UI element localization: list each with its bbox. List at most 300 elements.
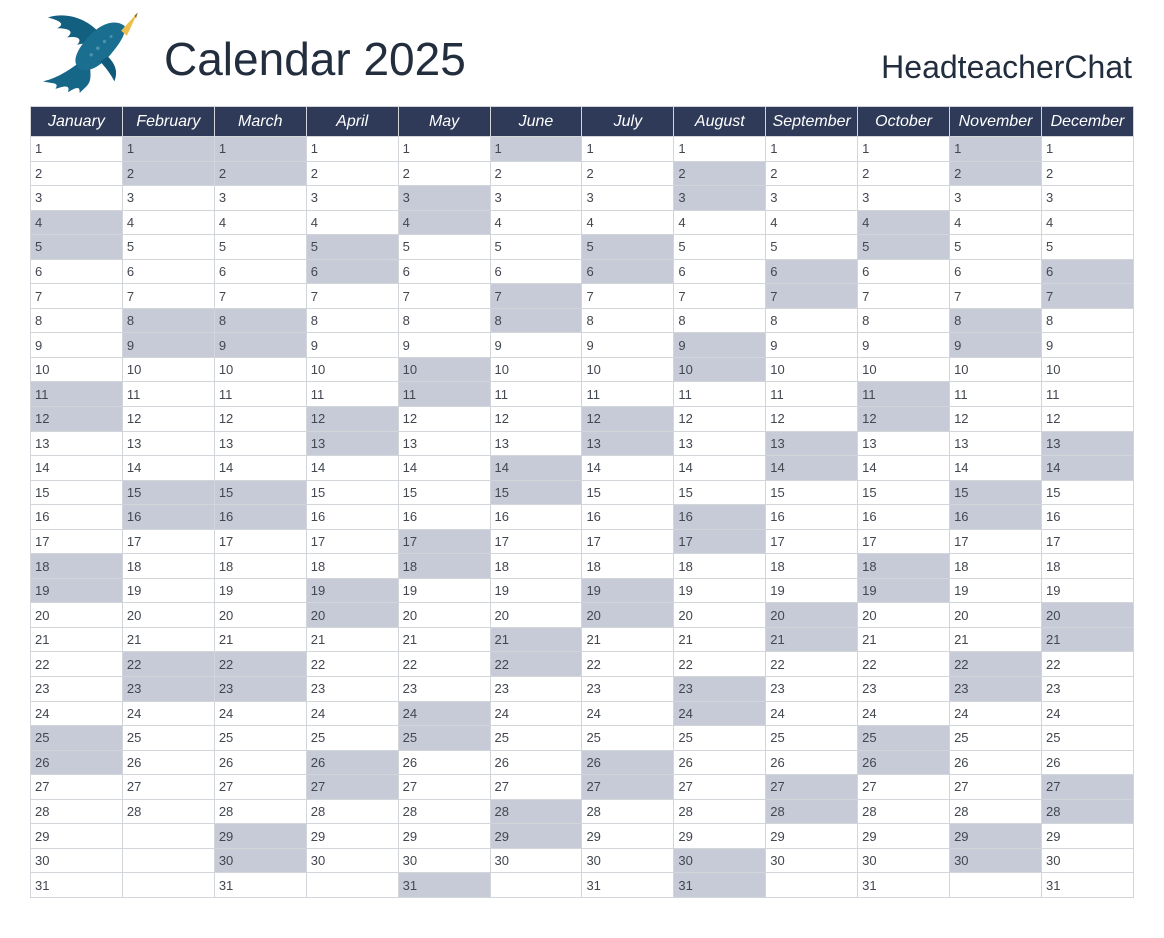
- day-cell-march-6: 6: [214, 259, 306, 284]
- day-cell-september-7: 7: [766, 284, 858, 309]
- day-row-26: [31, 750, 1134, 775]
- day-cell-may-31: 31: [398, 873, 490, 898]
- day-cell-april-28: 28: [306, 799, 398, 824]
- day-cell-may-27: 27: [398, 775, 490, 800]
- day-cell-july-26: 26: [582, 750, 674, 775]
- day-cell-december-18: 18: [1041, 554, 1133, 579]
- day-cell-january-8: 8: [31, 308, 123, 333]
- day-cell-july-30: 30: [582, 848, 674, 873]
- day-cell-march-11: 11: [214, 382, 306, 407]
- day-cell-june-29: 29: [490, 824, 582, 849]
- day-cell-march-26: 26: [214, 750, 306, 775]
- day-cell-june-3: 3: [490, 186, 582, 211]
- day-cell-january-22: 22: [31, 652, 123, 677]
- day-cell-october-3: 3: [858, 186, 950, 211]
- day-cell-june-18: 18: [490, 554, 582, 579]
- day-cell-may-25: 25: [398, 726, 490, 751]
- page-title: Calendar 2025: [164, 33, 466, 85]
- day-cell-november-5: 5: [950, 235, 1042, 260]
- day-cell-june-23: 23: [490, 677, 582, 702]
- day-cell-october-23: 23: [858, 677, 950, 702]
- day-row-21: [31, 627, 1134, 652]
- day-cell-january-19: 19: [31, 578, 123, 603]
- day-cell-january-9: 9: [31, 333, 123, 358]
- day-cell-september-29: 29: [766, 824, 858, 849]
- day-cell-march-22: 22: [214, 652, 306, 677]
- day-cell-january-16: 16: [31, 505, 123, 530]
- day-cell-april-29: 29: [306, 824, 398, 849]
- day-cell-july-11: 11: [582, 382, 674, 407]
- day-cell-may-14: 14: [398, 456, 490, 481]
- day-cell-march-12: 12: [214, 407, 306, 432]
- day-cell-march-14: 14: [214, 456, 306, 481]
- day-cell-august-31: 31: [674, 873, 766, 898]
- month-header-april: April: [306, 107, 398, 137]
- day-cell-june-11: 11: [490, 382, 582, 407]
- day-cell-august-10: 10: [674, 357, 766, 382]
- day-cell-may-8: 8: [398, 308, 490, 333]
- day-cell-november-14: 14: [950, 456, 1042, 481]
- day-cell-february-11: 11: [122, 382, 214, 407]
- empty-cell-june-31: [490, 873, 582, 898]
- day-cell-may-20: 20: [398, 603, 490, 628]
- day-cell-january-21: 21: [31, 627, 123, 652]
- day-cell-september-30: 30: [766, 848, 858, 873]
- day-cell-june-20: 20: [490, 603, 582, 628]
- day-cell-december-2: 2: [1041, 161, 1133, 186]
- day-cell-november-29: 29: [950, 824, 1042, 849]
- day-cell-august-5: 5: [674, 235, 766, 260]
- day-cell-february-26: 26: [122, 750, 214, 775]
- day-row-17: [31, 529, 1134, 554]
- day-cell-september-22: 22: [766, 652, 858, 677]
- day-cell-march-16: 16: [214, 505, 306, 530]
- day-cell-september-19: 19: [766, 578, 858, 603]
- day-cell-february-4: 4: [122, 210, 214, 235]
- day-cell-june-16: 16: [490, 505, 582, 530]
- day-cell-october-10: 10: [858, 357, 950, 382]
- day-cell-december-6: 6: [1041, 259, 1133, 284]
- day-cell-august-27: 27: [674, 775, 766, 800]
- day-cell-february-16: 16: [122, 505, 214, 530]
- day-cell-august-11: 11: [674, 382, 766, 407]
- day-cell-october-30: 30: [858, 848, 950, 873]
- day-cell-january-17: 17: [31, 529, 123, 554]
- page-header: [0, 0, 1164, 106]
- day-cell-april-15: 15: [306, 480, 398, 505]
- day-cell-november-2: 2: [950, 161, 1042, 186]
- day-cell-october-29: 29: [858, 824, 950, 849]
- day-cell-october-5: 5: [858, 235, 950, 260]
- day-cell-june-1: 1: [490, 137, 582, 162]
- day-cell-february-10: 10: [122, 357, 214, 382]
- day-cell-july-4: 4: [582, 210, 674, 235]
- day-cell-december-8: 8: [1041, 308, 1133, 333]
- day-row-15: [31, 480, 1134, 505]
- day-cell-november-8: 8: [950, 308, 1042, 333]
- day-cell-april-12: 12: [306, 407, 398, 432]
- day-cell-december-3: 3: [1041, 186, 1133, 211]
- day-cell-december-23: 23: [1041, 677, 1133, 702]
- day-cell-october-9: 9: [858, 333, 950, 358]
- day-cell-february-21: 21: [122, 627, 214, 652]
- day-cell-march-2: 2: [214, 161, 306, 186]
- day-cell-august-3: 3: [674, 186, 766, 211]
- day-cell-november-10: 10: [950, 357, 1042, 382]
- day-cell-november-23: 23: [950, 677, 1042, 702]
- day-cell-february-17: 17: [122, 529, 214, 554]
- day-cell-april-17: 17: [306, 529, 398, 554]
- day-cell-november-1: 1: [950, 137, 1042, 162]
- day-cell-august-6: 6: [674, 259, 766, 284]
- day-cell-october-27: 27: [858, 775, 950, 800]
- day-cell-september-8: 8: [766, 308, 858, 333]
- day-cell-june-10: 10: [490, 357, 582, 382]
- day-cell-february-23: 23: [122, 677, 214, 702]
- day-cell-july-7: 7: [582, 284, 674, 309]
- day-cell-march-29: 29: [214, 824, 306, 849]
- day-cell-august-20: 20: [674, 603, 766, 628]
- day-cell-october-1: 1: [858, 137, 950, 162]
- day-cell-june-15: 15: [490, 480, 582, 505]
- day-cell-december-24: 24: [1041, 701, 1133, 726]
- day-cell-december-12: 12: [1041, 407, 1133, 432]
- day-cell-november-6: 6: [950, 259, 1042, 284]
- day-cell-june-25: 25: [490, 726, 582, 751]
- day-cell-february-2: 2: [122, 161, 214, 186]
- day-cell-august-12: 12: [674, 407, 766, 432]
- day-cell-july-20: 20: [582, 603, 674, 628]
- day-cell-january-30: 30: [31, 848, 123, 873]
- day-cell-january-1: 1: [31, 137, 123, 162]
- day-cell-december-25: 25: [1041, 726, 1133, 751]
- day-cell-november-15: 15: [950, 480, 1042, 505]
- day-cell-may-21: 21: [398, 627, 490, 652]
- day-cell-march-24: 24: [214, 701, 306, 726]
- day-row-11: [31, 382, 1134, 407]
- day-row-27: [31, 775, 1134, 800]
- day-cell-february-22: 22: [122, 652, 214, 677]
- day-cell-february-15: 15: [122, 480, 214, 505]
- day-cell-december-30: 30: [1041, 848, 1133, 873]
- day-cell-november-24: 24: [950, 701, 1042, 726]
- month-header-may: May: [398, 107, 490, 137]
- day-cell-october-14: 14: [858, 456, 950, 481]
- month-header-row: [31, 107, 1134, 137]
- day-cell-april-8: 8: [306, 308, 398, 333]
- day-cell-september-6: 6: [766, 259, 858, 284]
- brand-name: HeadteacherChat: [881, 49, 1132, 85]
- day-row-2: [31, 161, 1134, 186]
- day-cell-november-17: 17: [950, 529, 1042, 554]
- day-row-31: [31, 873, 1134, 898]
- day-row-1: [31, 137, 1134, 162]
- day-cell-october-16: 16: [858, 505, 950, 530]
- day-cell-july-17: 17: [582, 529, 674, 554]
- day-cell-september-20: 20: [766, 603, 858, 628]
- day-cell-march-19: 19: [214, 578, 306, 603]
- day-cell-january-7: 7: [31, 284, 123, 309]
- day-cell-september-3: 3: [766, 186, 858, 211]
- day-cell-november-7: 7: [950, 284, 1042, 309]
- day-cell-july-12: 12: [582, 407, 674, 432]
- day-cell-april-16: 16: [306, 505, 398, 530]
- day-cell-january-4: 4: [31, 210, 123, 235]
- day-cell-may-5: 5: [398, 235, 490, 260]
- day-cell-february-6: 6: [122, 259, 214, 284]
- day-cell-november-18: 18: [950, 554, 1042, 579]
- day-cell-december-29: 29: [1041, 824, 1133, 849]
- day-row-16: [31, 505, 1134, 530]
- day-cell-february-1: 1: [122, 137, 214, 162]
- day-cell-may-12: 12: [398, 407, 490, 432]
- day-cell-june-22: 22: [490, 652, 582, 677]
- day-cell-december-20: 20: [1041, 603, 1133, 628]
- month-header-june: June: [490, 107, 582, 137]
- day-cell-august-2: 2: [674, 161, 766, 186]
- day-cell-january-10: 10: [31, 357, 123, 382]
- day-cell-july-15: 15: [582, 480, 674, 505]
- day-cell-october-13: 13: [858, 431, 950, 456]
- day-cell-may-9: 9: [398, 333, 490, 358]
- day-row-8: [31, 308, 1134, 333]
- day-cell-january-2: 2: [31, 161, 123, 186]
- day-cell-july-29: 29: [582, 824, 674, 849]
- day-row-22: [31, 652, 1134, 677]
- day-cell-april-9: 9: [306, 333, 398, 358]
- day-cell-august-24: 24: [674, 701, 766, 726]
- day-cell-november-27: 27: [950, 775, 1042, 800]
- day-cell-june-14: 14: [490, 456, 582, 481]
- day-cell-december-27: 27: [1041, 775, 1133, 800]
- day-cell-august-8: 8: [674, 308, 766, 333]
- day-row-12: [31, 407, 1134, 432]
- day-cell-november-30: 30: [950, 848, 1042, 873]
- day-cell-december-13: 13: [1041, 431, 1133, 456]
- day-cell-january-3: 3: [31, 186, 123, 211]
- day-cell-november-13: 13: [950, 431, 1042, 456]
- day-cell-august-28: 28: [674, 799, 766, 824]
- day-cell-september-2: 2: [766, 161, 858, 186]
- day-cell-january-6: 6: [31, 259, 123, 284]
- day-cell-september-10: 10: [766, 357, 858, 382]
- day-cell-may-11: 11: [398, 382, 490, 407]
- month-header-september: September: [766, 107, 858, 137]
- month-header-december: December: [1041, 107, 1133, 137]
- day-cell-june-12: 12: [490, 407, 582, 432]
- day-cell-june-13: 13: [490, 431, 582, 456]
- day-cell-april-3: 3: [306, 186, 398, 211]
- day-cell-december-26: 26: [1041, 750, 1133, 775]
- day-cell-may-7: 7: [398, 284, 490, 309]
- day-cell-january-25: 25: [31, 726, 123, 751]
- day-cell-june-7: 7: [490, 284, 582, 309]
- day-cell-september-13: 13: [766, 431, 858, 456]
- day-row-20: [31, 603, 1134, 628]
- day-cell-october-25: 25: [858, 726, 950, 751]
- day-cell-march-4: 4: [214, 210, 306, 235]
- day-cell-january-13: 13: [31, 431, 123, 456]
- day-cell-september-11: 11: [766, 382, 858, 407]
- day-cell-april-6: 6: [306, 259, 398, 284]
- day-cell-august-22: 22: [674, 652, 766, 677]
- day-cell-september-14: 14: [766, 456, 858, 481]
- day-cell-march-15: 15: [214, 480, 306, 505]
- day-cell-october-22: 22: [858, 652, 950, 677]
- day-cell-august-23: 23: [674, 677, 766, 702]
- day-cell-may-23: 23: [398, 677, 490, 702]
- day-cell-october-7: 7: [858, 284, 950, 309]
- month-header-july: July: [582, 107, 674, 137]
- empty-cell-september-31: [766, 873, 858, 898]
- month-header-october: October: [858, 107, 950, 137]
- day-cell-june-5: 5: [490, 235, 582, 260]
- month-header-january: January: [31, 107, 123, 137]
- day-cell-february-28: 28: [122, 799, 214, 824]
- day-cell-june-19: 19: [490, 578, 582, 603]
- day-cell-september-5: 5: [766, 235, 858, 260]
- day-cell-february-12: 12: [122, 407, 214, 432]
- day-cell-june-30: 30: [490, 848, 582, 873]
- day-cell-december-22: 22: [1041, 652, 1133, 677]
- day-cell-september-17: 17: [766, 529, 858, 554]
- day-cell-november-22: 22: [950, 652, 1042, 677]
- day-cell-october-31: 31: [858, 873, 950, 898]
- day-cell-april-11: 11: [306, 382, 398, 407]
- day-cell-may-28: 28: [398, 799, 490, 824]
- day-cell-september-12: 12: [766, 407, 858, 432]
- day-cell-july-21: 21: [582, 627, 674, 652]
- day-cell-november-11: 11: [950, 382, 1042, 407]
- day-cell-july-24: 24: [582, 701, 674, 726]
- day-row-23: [31, 677, 1134, 702]
- day-cell-september-15: 15: [766, 480, 858, 505]
- day-cell-july-13: 13: [582, 431, 674, 456]
- day-cell-november-16: 16: [950, 505, 1042, 530]
- day-cell-july-9: 9: [582, 333, 674, 358]
- day-cell-december-10: 10: [1041, 357, 1133, 382]
- day-row-30: [31, 848, 1134, 873]
- day-cell-october-19: 19: [858, 578, 950, 603]
- empty-cell-february-29: [122, 824, 214, 849]
- day-row-10: [31, 357, 1134, 382]
- day-cell-july-5: 5: [582, 235, 674, 260]
- day-row-29: [31, 824, 1134, 849]
- day-cell-january-5: 5: [31, 235, 123, 260]
- day-cell-april-10: 10: [306, 357, 398, 382]
- day-cell-june-27: 27: [490, 775, 582, 800]
- day-cell-october-18: 18: [858, 554, 950, 579]
- empty-cell-november-31: [950, 873, 1042, 898]
- day-cell-march-3: 3: [214, 186, 306, 211]
- day-cell-june-6: 6: [490, 259, 582, 284]
- day-cell-april-26: 26: [306, 750, 398, 775]
- day-cell-december-9: 9: [1041, 333, 1133, 358]
- day-cell-september-27: 27: [766, 775, 858, 800]
- day-cell-october-15: 15: [858, 480, 950, 505]
- day-cell-december-21: 21: [1041, 627, 1133, 652]
- day-cell-december-5: 5: [1041, 235, 1133, 260]
- day-cell-april-18: 18: [306, 554, 398, 579]
- day-cell-august-13: 13: [674, 431, 766, 456]
- day-cell-january-27: 27: [31, 775, 123, 800]
- day-cell-july-2: 2: [582, 161, 674, 186]
- day-cell-april-27: 27: [306, 775, 398, 800]
- day-cell-march-5: 5: [214, 235, 306, 260]
- day-cell-february-25: 25: [122, 726, 214, 751]
- day-cell-august-26: 26: [674, 750, 766, 775]
- day-cell-july-14: 14: [582, 456, 674, 481]
- day-cell-april-7: 7: [306, 284, 398, 309]
- day-row-9: [31, 333, 1134, 358]
- day-cell-april-19: 19: [306, 578, 398, 603]
- day-cell-august-15: 15: [674, 480, 766, 505]
- day-cell-february-8: 8: [122, 308, 214, 333]
- day-cell-march-20: 20: [214, 603, 306, 628]
- day-cell-july-31: 31: [582, 873, 674, 898]
- day-cell-october-11: 11: [858, 382, 950, 407]
- day-cell-may-26: 26: [398, 750, 490, 775]
- day-cell-april-13: 13: [306, 431, 398, 456]
- day-cell-november-25: 25: [950, 726, 1042, 751]
- day-cell-february-7: 7: [122, 284, 214, 309]
- day-row-3: [31, 186, 1134, 211]
- day-cell-december-4: 4: [1041, 210, 1133, 235]
- empty-cell-february-31: [122, 873, 214, 898]
- day-cell-october-6: 6: [858, 259, 950, 284]
- month-header-february: February: [122, 107, 214, 137]
- day-cell-december-31: 31: [1041, 873, 1133, 898]
- day-cell-november-9: 9: [950, 333, 1042, 358]
- day-row-14: [31, 456, 1134, 481]
- day-cell-may-15: 15: [398, 480, 490, 505]
- day-cell-april-14: 14: [306, 456, 398, 481]
- day-cell-march-27: 27: [214, 775, 306, 800]
- day-cell-july-18: 18: [582, 554, 674, 579]
- day-cell-may-3: 3: [398, 186, 490, 211]
- day-cell-march-9: 9: [214, 333, 306, 358]
- day-cell-july-25: 25: [582, 726, 674, 751]
- day-cell-may-1: 1: [398, 137, 490, 162]
- day-cell-august-30: 30: [674, 848, 766, 873]
- day-cell-february-19: 19: [122, 578, 214, 603]
- day-cell-september-25: 25: [766, 726, 858, 751]
- day-cell-december-14: 14: [1041, 456, 1133, 481]
- day-row-24: [31, 701, 1134, 726]
- day-cell-february-9: 9: [122, 333, 214, 358]
- day-cell-april-30: 30: [306, 848, 398, 873]
- day-cell-december-15: 15: [1041, 480, 1133, 505]
- day-cell-february-24: 24: [122, 701, 214, 726]
- day-cell-january-11: 11: [31, 382, 123, 407]
- day-cell-october-21: 21: [858, 627, 950, 652]
- day-cell-december-17: 17: [1041, 529, 1133, 554]
- day-cell-november-12: 12: [950, 407, 1042, 432]
- day-row-25: [31, 726, 1134, 751]
- day-cell-october-20: 20: [858, 603, 950, 628]
- day-cell-april-22: 22: [306, 652, 398, 677]
- day-cell-december-28: 28: [1041, 799, 1133, 824]
- day-cell-august-18: 18: [674, 554, 766, 579]
- day-cell-february-13: 13: [122, 431, 214, 456]
- month-header-march: March: [214, 107, 306, 137]
- empty-cell-april-31: [306, 873, 398, 898]
- day-row-18: [31, 554, 1134, 579]
- day-cell-march-1: 1: [214, 137, 306, 162]
- day-cell-june-8: 8: [490, 308, 582, 333]
- day-cell-september-4: 4: [766, 210, 858, 235]
- day-cell-july-27: 27: [582, 775, 674, 800]
